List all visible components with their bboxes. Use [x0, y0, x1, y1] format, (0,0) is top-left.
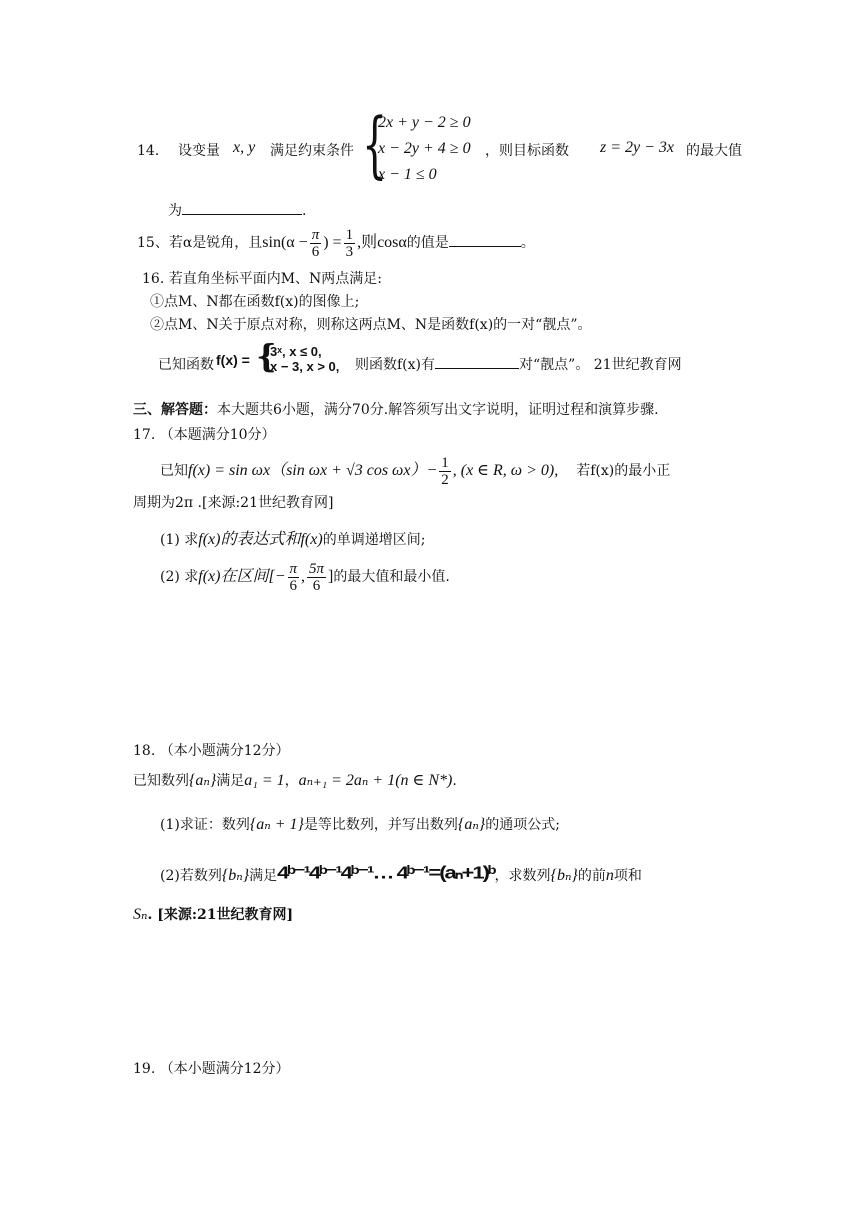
- q17-half-num: 1: [441, 454, 449, 471]
- q14-vars: x, y: [233, 139, 256, 156]
- q14-text-post1: ，则目标函数: [485, 143, 569, 159]
- q17-p2-pre: (2) 求: [160, 569, 199, 585]
- q18-header: 18. （本小题满分12分）: [133, 743, 290, 759]
- q17-header: 17. （本题满分10分）: [133, 427, 276, 443]
- q16-post: 对“靓点”。 21世纪教育网: [519, 357, 682, 373]
- q18-p2-n: n: [605, 867, 614, 884]
- q18-p2-pre: (2)若数列: [160, 868, 222, 884]
- q18-l1-a1: a₁ = 1: [244, 772, 285, 789]
- q14-constraint-2: x − 2y + 4 ≥ 0: [378, 140, 471, 157]
- q14-line2-end: .: [302, 203, 307, 219]
- q17-l1-cond: , (x ∈ R, ω > 0),: [452, 462, 559, 479]
- q15-frac-pi6: [310, 227, 322, 260]
- q18-l3-s: Sₙ: [133, 906, 148, 923]
- q17-line2: 周期为2π .[来源:21世纪教育网]: [133, 495, 334, 511]
- q15-cos: ,则cosα: [357, 234, 407, 251]
- q16-case2: x − 3, x > 0,: [270, 359, 340, 374]
- q16-pre: 已知函数: [158, 357, 214, 373]
- q18-p1-seq2: {aₙ}: [457, 816, 486, 833]
- q18-part1: [160, 814, 560, 834]
- q15-sin: sin(α −: [262, 234, 308, 251]
- q18-p2-garbled-formula: 4ᵇ⁻¹4ᵇ⁻¹4ᵇ⁻¹… 4ᵇ⁻¹=(aₙ+1)ᵇ: [277, 862, 495, 883]
- q15-six: 6: [311, 243, 320, 260]
- q17-p2-6a: 6: [289, 577, 298, 594]
- q14-objective: z = 2y − 3x: [600, 139, 675, 156]
- q15-frac-13: [344, 227, 356, 260]
- q17-p1-post: 的单调递增区间;: [322, 532, 426, 548]
- q18-p1-mid: 是等比数列，并写出数列: [303, 817, 458, 833]
- q17-half-den: 2: [441, 471, 449, 488]
- q17-p2-expr: f(x)在区间[−: [198, 568, 286, 585]
- q18-l1-sep: ，: [284, 773, 299, 789]
- q14-answer-blank[interactable]: [182, 200, 302, 215]
- section3-title: 三、解答题：: [133, 402, 217, 418]
- q15-one: 1: [345, 226, 354, 243]
- q18-p2-post3: 项和: [613, 868, 642, 884]
- q18-p2-post: ，求数列: [494, 868, 551, 884]
- q16-brace: {: [256, 337, 277, 375]
- section3-header: [133, 399, 659, 419]
- q14-brace: {: [362, 102, 388, 186]
- q18-l3-post: . [来源:21世纪教育网]: [147, 907, 294, 923]
- q17-part2: [160, 560, 450, 594]
- q17-p2-6b: 6: [312, 577, 321, 594]
- q17-part1: [160, 526, 425, 549]
- q15-eq: ) =: [323, 234, 342, 251]
- q16-line4: [355, 354, 682, 374]
- q17-p2-comma: ,: [301, 568, 306, 585]
- q18-part2: [160, 860, 642, 886]
- q17-p2-post: 的最大值和最小值.: [333, 569, 450, 585]
- q18-l1-rec: aₙ₊₁ = 2aₙ + 1(n ∈ N*): [298, 772, 453, 789]
- q18-p1-post: 的通项公式;: [485, 817, 560, 833]
- q16-line1: 16. 若直角坐标平面内M、N两点满足:: [142, 271, 383, 287]
- q17-p1-pre: (1) 求: [160, 532, 199, 548]
- q16-answer-blank[interactable]: [435, 354, 519, 369]
- q18-l1-end: .: [452, 773, 457, 789]
- q18-l1-pre: 已知数列: [133, 773, 189, 789]
- q18-p2-post2: 的前: [577, 868, 606, 884]
- q14-number: 14．: [137, 143, 169, 159]
- section3-text: 本大题共6小题，满分70分.解答须写出文字说明，证明过程和演算步骤.: [217, 402, 659, 418]
- q16-line3: ②点M、N关于原点对称，则称这两点M、N是函数f(x)的一对“靓点”。: [150, 317, 592, 333]
- q17-frac-5pi6: [307, 561, 326, 594]
- q15-post: 的值是: [406, 235, 449, 251]
- q15-pi: π: [311, 226, 320, 243]
- q17-frac-pi6: [288, 561, 300, 594]
- q14-text-mid: 满足约束条件: [270, 143, 354, 159]
- q16-mid: 则函数f(x)有: [355, 357, 436, 373]
- q15-pre: 15、若α是锐角，且: [137, 235, 263, 251]
- q14-text-pre: 设变量: [178, 143, 220, 159]
- q17-p2-pi: π: [289, 560, 298, 577]
- q15-three: 3: [345, 243, 354, 260]
- q18-p1-seq: {aₙ + 1}: [249, 816, 304, 833]
- q17-p2-5pi: 5π: [309, 560, 325, 577]
- q17-p1-expr: f(x)的表达式和f(x): [198, 531, 323, 548]
- q17-line1: [160, 454, 670, 488]
- q14-text-post2: 的最大值: [686, 143, 742, 159]
- q14-line2-pre: 为: [168, 203, 182, 219]
- q18-p2-seq2: {bₙ}: [550, 867, 578, 884]
- q18-line1: [133, 770, 457, 790]
- q17-frac-half: [439, 455, 451, 488]
- q17-l1-expr: f(x) = sin ωx（sin ωx + √3 cos ωx）−: [188, 462, 438, 479]
- q14-constraint-3: x − 1 ≤ 0: [378, 166, 437, 183]
- q18-p2-seq: {bₙ}: [221, 867, 250, 884]
- q17-p2-close: ]: [328, 568, 334, 585]
- q15-end: 。: [520, 235, 535, 251]
- q16-fx: f(x) =: [216, 352, 250, 368]
- q18-line3: [133, 904, 293, 924]
- q17-l1-post: 若f(x)的最小正: [576, 463, 671, 479]
- q19-header: 19. （本小题满分12分）: [133, 1061, 290, 1077]
- q17-l1-pre: 已知: [160, 463, 188, 479]
- q14-constraint-1: 2x + y − 2 ≥ 0: [378, 114, 471, 131]
- q18-l1-seq: {aₙ}: [189, 772, 217, 789]
- q18-p1-pre: (1)求证：数列: [160, 817, 250, 833]
- q18-l1-mid: 满足: [216, 773, 245, 789]
- q18-p2-mid: 满足: [249, 868, 278, 884]
- q14-line2: [168, 200, 306, 220]
- q16-case1: 3ˣ, x ≤ 0,: [270, 344, 322, 359]
- q15-line: [137, 226, 535, 260]
- q15-answer-blank[interactable]: [449, 232, 521, 247]
- q16-line2: ①点M、N都在函数f(x)的图像上;: [150, 294, 360, 310]
